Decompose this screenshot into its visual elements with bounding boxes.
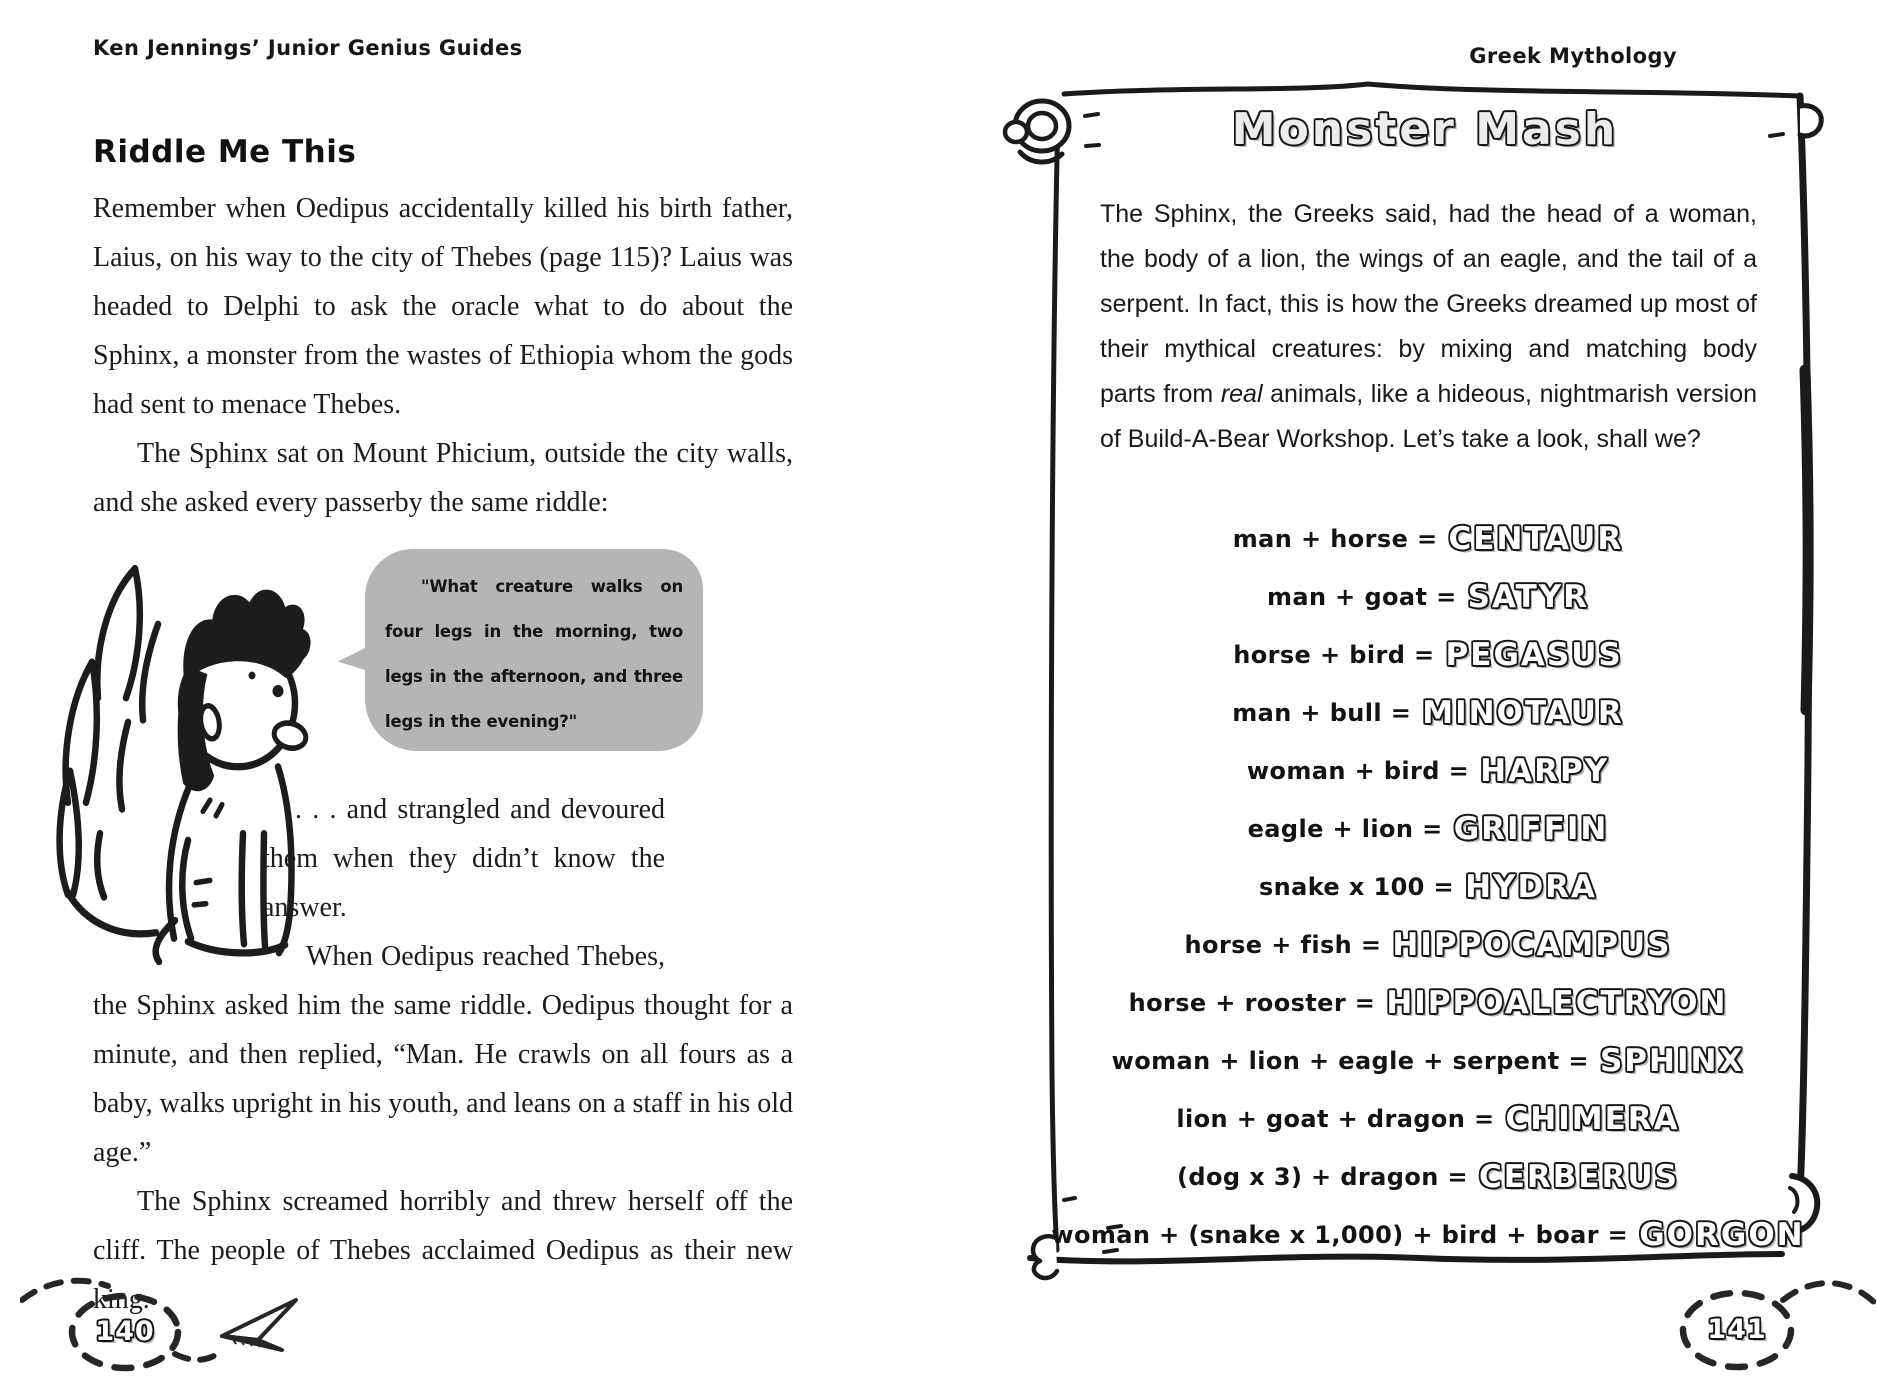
page-number-left: 140	[95, 1316, 155, 1347]
monster-formula-row	[1058, 684, 1798, 742]
left-page-body	[93, 184, 793, 1324]
formula-monster-name: PEGASUS	[1445, 637, 1623, 673]
monster-formula-row	[1058, 1090, 1798, 1148]
paragraph-2: The Sphinx sat on Mount Phicium, outside the city walls, and she asked every passerby the same riddle:	[93, 438, 793, 518]
paragraph-4: When Oedipus reached Thebes, the Sphinx asked him the same riddle. Oedipus thought for a minute, and then replied, “Man. He crawls on all fours as a baby, walks upright in his youth, and leans on a staff in his old age.”	[93, 941, 793, 1168]
formula-parts: man + horse =	[1232, 525, 1438, 553]
monster-formula-row	[1058, 1148, 1798, 1206]
scroll-title: Monster Mash	[1231, 104, 1619, 155]
formula-parts: woman + (snake x 1,000) + bird + boar =	[1051, 1221, 1629, 1249]
monster-formula-row	[1058, 568, 1798, 626]
formula-parts: lion + goat + dragon =	[1176, 1105, 1495, 1133]
monster-formula-row	[1058, 858, 1798, 916]
riddle-text: "What creature walks on four legs in the morning, two legs in the afternoon, and three legs in the evening?"	[385, 577, 683, 731]
formula-monster-name: CERBERUS	[1478, 1159, 1679, 1195]
formula-monster-name: GORGON	[1639, 1217, 1805, 1253]
formula-parts: (dog x 3) + dragon =	[1177, 1163, 1468, 1191]
formula-parts: snake x 100 =	[1258, 873, 1455, 901]
formula-monster-name: MINOTAUR	[1422, 695, 1624, 731]
intro-text-after: animals, like a hideous, nightmarish version of Build-A-Bear Workshop. Let’s take a look, shall we?	[1100, 380, 1757, 453]
monster-formula-row	[1058, 974, 1798, 1032]
monster-formula-row	[1058, 1032, 1798, 1090]
right-running-head: Greek Mythology	[1469, 44, 1677, 68]
illustration-row	[93, 527, 793, 785]
formula-parts: horse + fish =	[1184, 931, 1382, 959]
monster-formula-row	[1058, 742, 1798, 800]
monster-formula-row	[1058, 800, 1798, 858]
formula-parts: man + goat =	[1266, 583, 1457, 611]
formula-monster-name: HIPPOCAMPUS	[1392, 927, 1672, 963]
formula-parts: woman + lion + eagle + serpent =	[1111, 1047, 1589, 1075]
sphinx-illustration	[38, 553, 338, 965]
text-wrap-spacer-right	[665, 785, 793, 981]
formula-parts: woman + bird =	[1246, 757, 1470, 785]
left-running-head: Ken Jennings’ Junior Genius Guides	[93, 36, 523, 60]
monster-formula-row	[1058, 916, 1798, 974]
formula-monster-name: GRIFFIN	[1453, 811, 1609, 847]
dashed-trail-left	[20, 1270, 310, 1382]
monster-formula-row	[1058, 510, 1798, 568]
formula-parts: eagle + lion =	[1247, 815, 1443, 843]
intro-text: The Sphinx, the Greeks said, had the head of a woman, the body of a lion, the wings of an eagle, and the tail of a serpent. In fact, this is how the Greeks dreamed up most of their mythical creatures: by mixing and matching body parts from	[1100, 200, 1757, 408]
page-number-right: 141	[1707, 1314, 1767, 1345]
paragraph-3: . . . and strangled and devoured them when they didn’t know the answer.	[262, 794, 665, 923]
formula-parts: horse + bird =	[1233, 641, 1435, 669]
formula-parts: man + bull =	[1232, 699, 1412, 727]
formula-monster-name: HARPY	[1480, 753, 1610, 789]
paragraph-1: Remember when Oedipus accidentally killed his birth father, Laius, on his way to the city of Thebes (page 115)? Laius was headed to Delphi to ask the oracle what to do about the Sphinx, a monster from the wastes of Ethiopia whom the gods had sent to menace Thebes.	[93, 193, 793, 420]
intro-italic-word: real	[1220, 380, 1263, 408]
formula-parts: horse + rooster =	[1128, 989, 1376, 1017]
monster-list	[1051, 510, 1805, 1264]
scroll-intro	[1100, 192, 1757, 462]
monster-formula-row	[1058, 626, 1798, 684]
section-title: Riddle Me This	[93, 134, 357, 170]
paragraph-5: The Sphinx screamed horribly and threw herself off the cliff. The people of Thebes acclaimed Oedipus as their new king.	[93, 1186, 793, 1315]
formula-monster-name: SATYR	[1467, 579, 1590, 615]
formula-monster-name: HYDRA	[1465, 869, 1598, 905]
formula-monster-name: HIPPOALECTRYON	[1386, 985, 1728, 1021]
formula-monster-name: SPHINX	[1599, 1043, 1745, 1079]
speech-bubble-tail	[336, 645, 376, 679]
monster-formula-row	[1051, 1206, 1805, 1264]
formula-monster-name: CHIMERA	[1505, 1101, 1680, 1137]
formula-monster-name: CENTAUR	[1448, 521, 1624, 557]
paper-airplane-icon	[222, 1300, 296, 1350]
speech-bubble	[365, 549, 703, 751]
